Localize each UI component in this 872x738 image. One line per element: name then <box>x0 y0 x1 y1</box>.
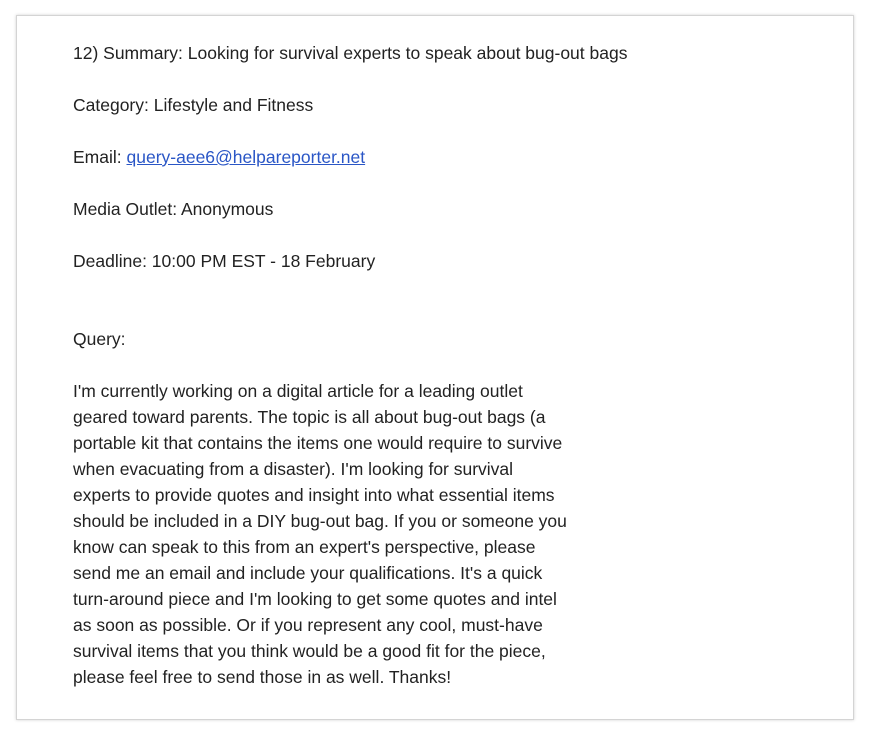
query-body-text: I'm currently working on a digital article for a leading outlet geared toward parents. The topic is all about bug-out bags (a portable kit that contains the items one would require to survive when evacuating from a disaster). I'm looking for survival experts to provide quotes and insight into what essential items should be included in a DIY bug-out bag. If you or someone you know can speak to this from an expert's perspective, please send me an email and include your qualifications. It's a quick turn-around piece and I'm looking to get some quotes and intel as soon as possible. Or if you represent any cool, must-have survival items that you think would be a good fit for the piece, please feel free to send those in as well. Thanks! <box>73 381 567 687</box>
query-label: Query: <box>73 329 126 349</box>
category-line: Category: Lifestyle and Fitness <box>73 95 314 115</box>
summary-line: 12) Summary: Looking for survival experts to speak about bug-out bags <box>73 43 628 63</box>
query-card <box>16 15 854 720</box>
media-outlet-line: Media Outlet: Anonymous <box>73 199 274 219</box>
query-content <box>73 40 633 690</box>
email-link[interactable]: query-aee6@helpareporter.net <box>126 147 366 167</box>
email-label: Email: <box>73 147 122 167</box>
deadline-line: Deadline: 10:00 PM EST - 18 February <box>73 251 376 271</box>
email-line <box>73 144 633 170</box>
